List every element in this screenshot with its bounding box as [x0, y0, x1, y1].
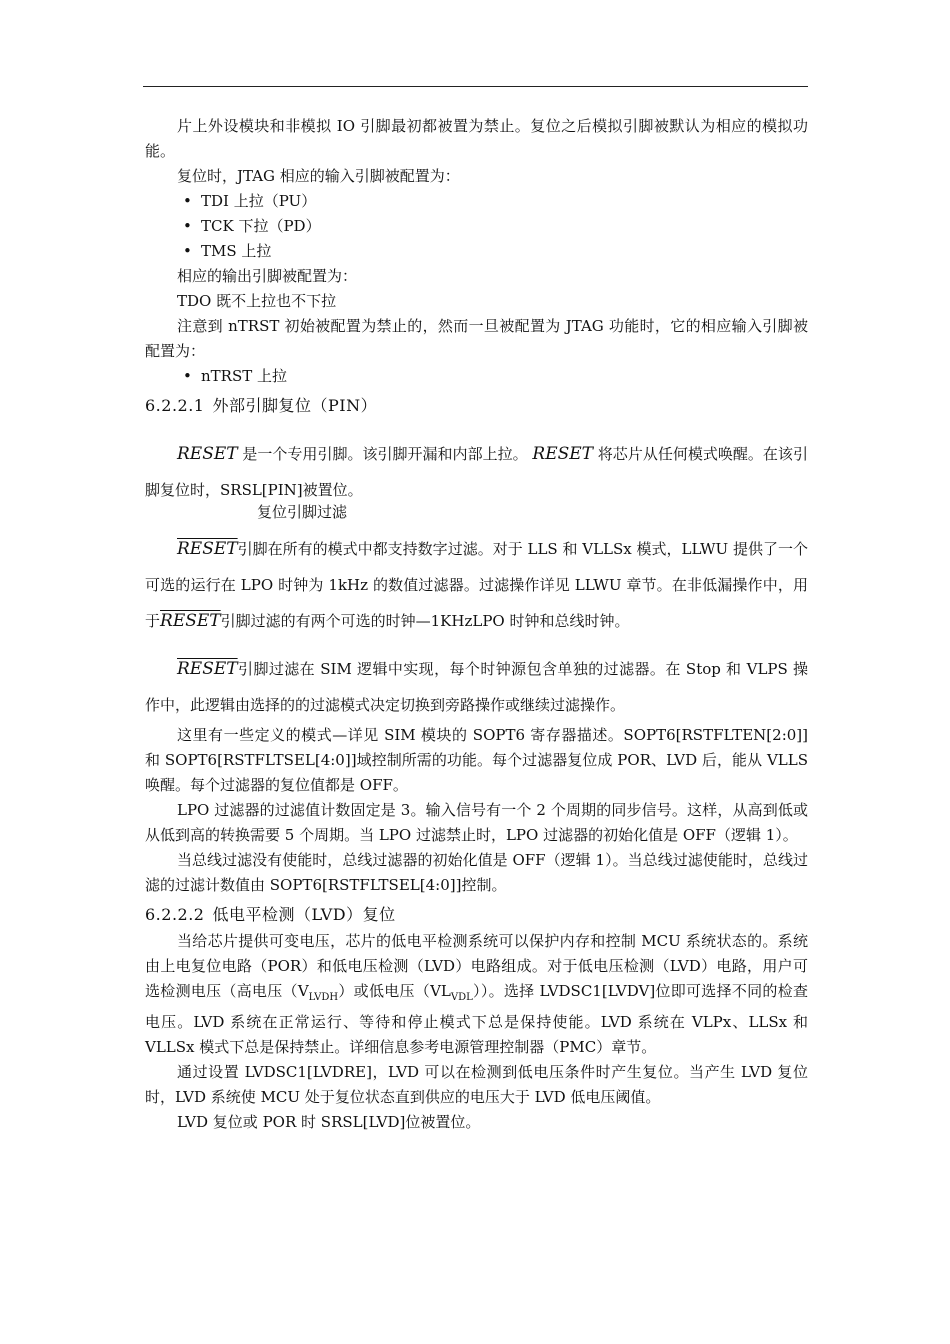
reset-text-b: 将芯片从任何模式唤醒。在该引脚复位时，SRSL[PIN]被置位。 [145, 445, 808, 499]
paragraph-lpo-filter: LPO 过滤器的过滤值计数固定是 3。输入信号有一个 2 个周期的同步信号。这样，从高到低或从低到高的转换需要 5 个周期。当 LPO 过滤禁止时，LPO 过滤器的初始化值是 OFF（逻辑 1）。 [145, 801, 808, 844]
paragraph-lvd-flag: LVD 复位或 POR 时 SRSL[LVD]位被置位。 [177, 1113, 481, 1131]
section-title: 低电平检测（LVD）复位 [212, 905, 396, 924]
reset-signal: RESET [532, 444, 594, 464]
section-heading-pin [145, 393, 808, 418]
bullet-icon: • [183, 192, 192, 210]
section-title: 外部引脚复位（PIN） [212, 396, 378, 415]
paragraph-analog-pins: 片上外设模块和非模拟 IO 引脚最初都被置为禁止。复位之后模拟引脚被默认为相应的模拟功能。 [145, 117, 808, 160]
bullet-icon: • [183, 367, 192, 385]
paragraph-tdo: TDO 既不上拉也不下拉 [177, 292, 337, 310]
subsection-title: 复位引脚过滤 [257, 503, 348, 521]
paragraph-outputs: 相应的输出引脚被配置为： [177, 267, 358, 285]
list-item [145, 364, 808, 389]
sim-filter-text: 引脚过滤在 SIM 逻辑中实现，每个时钟源包含单独的过滤器。在 Stop 和 VLPS 操作中，此逻辑由选择的的过滤模式决定切换到旁路操作或继续过滤操作。 [145, 660, 808, 714]
reset-signal: RESET [177, 444, 238, 464]
section-number: 6.2.2.2 [145, 905, 205, 924]
paragraph-sopt6: 这里有一些定义的模式—详见 SIM 模块的 SOPT6 寄存器描述。SOPT6[RSTFLTEN[2:0]]和 SOPT6[RSTFLTSEL[4:0]]域控制所需的功能。每个过滤器复位成 POR、LVD 后，能从 VLLS 唤醒。每个过滤器的复位值都是 OFF。 [145, 726, 808, 794]
subscript-vdl: VDL [450, 992, 473, 1003]
subscript-lvdh: LVDH [308, 992, 339, 1003]
paragraph-reset-pin [145, 436, 808, 508]
reset-text-a: 是一个专用引脚。该引脚开漏和内部上拉。 [242, 445, 528, 463]
list-item [145, 214, 808, 239]
reset-signal: RESET [177, 539, 238, 559]
bullet-icon: • [183, 242, 192, 260]
lvd-text-c: ））。选择 LVDSC1[LVDV]位即可选择不同的检查电压。LVD 系统在正常运行、等待和停止模式下总是保持使能。LVD 系统在 VLPx、LLSx 和 VLLSx 模式下总是保持禁止。详细信息参考电源管理控制器（PMC）章节。 [145, 982, 808, 1056]
document-page [145, 114, 808, 1135]
reset-signal: RESET [160, 611, 221, 631]
list-item [145, 189, 808, 214]
section-heading-lvd [145, 902, 808, 927]
paragraph-reset-filter [145, 531, 808, 639]
filter-text-b: 引脚过滤的有两个可选的时钟—1KHzLPO 时钟和总线时钟。 [220, 612, 630, 630]
section-number: 6.2.2.1 [145, 396, 205, 415]
list-item [145, 239, 808, 264]
header-rule [143, 86, 808, 87]
lvd-text-a: 当给芯片提供可变电压，芯片的低电平检测系统可以保护内存和控制 MCU 系统状态的。系统由上电复位电路（POR）和低电压检测（LVD）电路组成。对于低电压检测（LVD）电路，用户可选检测电压（高电压（V [145, 932, 808, 1000]
paragraph-bus-filter: 当总线过滤没有使能时，总线过滤器的初始化值是 OFF（逻辑 1）。当总线过滤使能时，总线过滤的过滤计数值由 SOPT6[RSTFLTSEL[4:0]]控制。 [145, 851, 808, 894]
list-item-text: TMS 上拉 [201, 242, 272, 260]
bullet-icon: • [183, 217, 192, 235]
paragraph-sim-filter [145, 651, 808, 723]
list-item-text: nTRST 上拉 [201, 367, 288, 385]
paragraph-lvd-intro [145, 929, 808, 1060]
paragraph-ntrst: 注意到 nTRST 初始被配置为禁止的，然而一旦被配置为 JTAG 功能时，它的相应输入引脚被配置为： [145, 317, 808, 360]
list-item-text: TCK 下拉（PD） [201, 217, 321, 235]
list-item-text: TDI 上拉（PU） [201, 192, 317, 210]
reset-signal: RESET [177, 659, 238, 679]
lvd-text-b: ）或低电压（VL [338, 982, 451, 1000]
paragraph-jtag-inputs: 复位时，JTAG 相应的输入引脚被配置为： [177, 167, 460, 185]
paragraph-lvd-reset: 通过设置 LVDSC1[LVDRE]，LVD 可以在检测到低电压条件时产生复位。当产生 LVD 复位时，LVD 系统使 MCU 处于复位状态直到供应的电压大于 LVD 低电压阈值。 [145, 1063, 808, 1106]
filter-text-a: 引脚在所有的模式中都支持数字过滤。对于 LLS 和 VLLSx 模式，LLWU 提供了一个可选的运行在 LPO 时钟为 1kHz 的数值过滤器。过滤操作详见 LLWU 章节。在非低漏操作中，用于 [145, 540, 808, 630]
